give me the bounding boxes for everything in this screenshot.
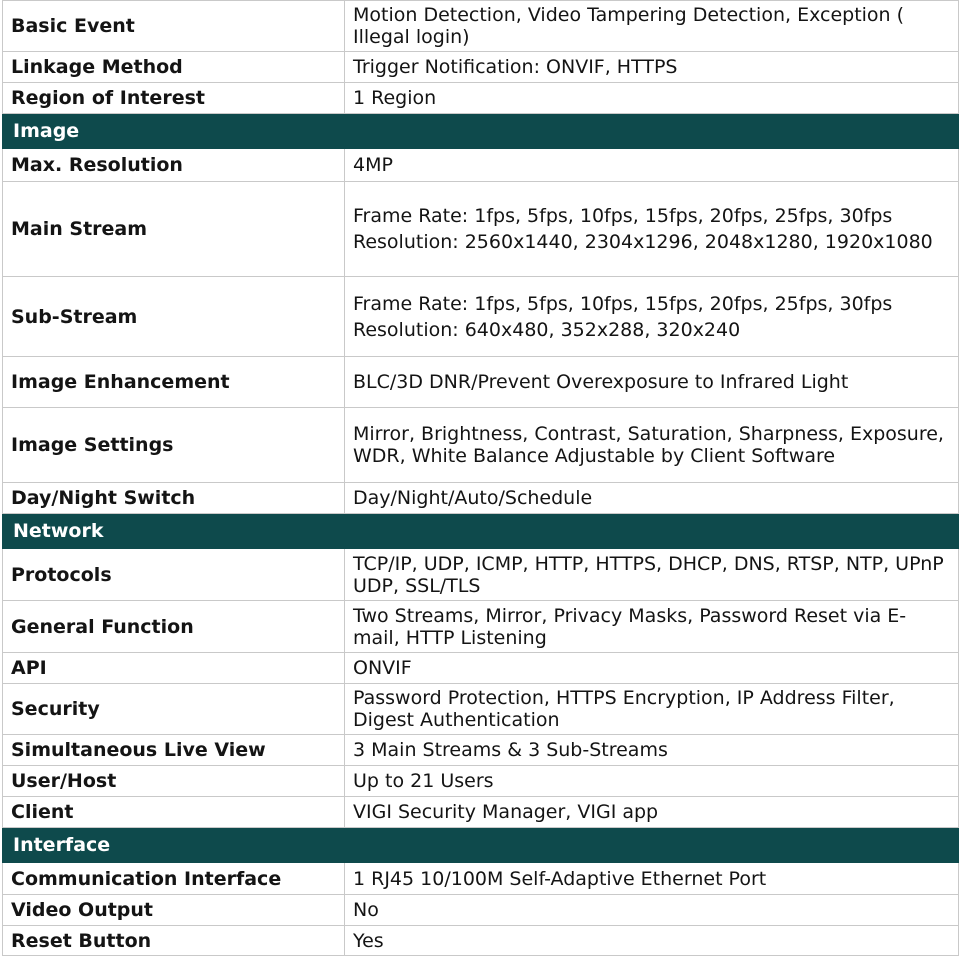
spec-row-simultaneous-live-view	[3, 735, 959, 766]
spec-label: Security	[3, 684, 345, 735]
spec-row-video-output	[3, 895, 959, 926]
spec-label: General Function	[3, 601, 345, 653]
spec-value-line: TCP/IP, UDP, ICMP, HTTP, HTTPS, DHCP, DNS, RTSP, NTP, UPnP UDP, SSL/TLS	[353, 552, 944, 597]
spec-label: Video Output	[3, 895, 345, 926]
spec-row-security	[3, 684, 959, 735]
spec-value-line: Yes	[353, 929, 384, 952]
spec-label: Client	[3, 797, 345, 828]
spec-value-line: Frame Rate: 1fps, 5fps, 10fps, 15fps, 20fps, 25fps, 30fps	[353, 205, 893, 227]
section-header-network	[3, 514, 959, 549]
spec-label: Day/Night Switch	[3, 483, 345, 514]
spec-value-line: BLC/3D DNR/Prevent Overexposure to Infrared Light	[353, 371, 849, 393]
spec-value-line: Trigger Notification: ONVIF, HTTPS	[353, 56, 678, 78]
spec-value-line: Mirror, Brightness, Contrast, Saturation, Sharpness, Exposure, WDR, White Balance Adjustable by Client Software	[353, 423, 944, 467]
spec-value-line: Two Streams, Mirror, Privacy Masks, Password Reset via E-mail, HTTP Listening	[353, 604, 907, 649]
spec-label: Image Settings	[3, 408, 345, 483]
spec-value-line: 3 Main Streams & 3 Sub-Streams	[353, 739, 668, 761]
section-title: Network	[3, 514, 959, 549]
spec-row-client	[3, 797, 959, 828]
spec-label: Image Enhancement	[3, 357, 345, 408]
spec-value	[345, 549, 959, 601]
spec-value-line: VIGI Security Manager, VIGI app	[353, 801, 659, 823]
spec-row-communication-interface	[3, 863, 959, 895]
spec-table-body	[3, 1, 959, 956]
spec-row-image-settings	[3, 408, 959, 483]
spec-value	[345, 52, 959, 83]
spec-value-line: No	[353, 899, 379, 921]
spec-row-api	[3, 653, 959, 684]
spec-row-main-stream	[3, 182, 959, 277]
spec-row-max-resolution	[3, 149, 959, 182]
spec-row-region-of-interest	[3, 83, 959, 114]
spec-value-line: Motion Detection, Video Tampering Detection, Exception ( Illegal login)	[353, 4, 905, 48]
spec-label: Communication Interface	[3, 863, 345, 895]
spec-row-day-night-switch	[3, 483, 959, 514]
spec-row-reset-button	[3, 926, 959, 956]
spec-value	[345, 735, 959, 766]
spec-value-line: Day/Night/Auto/Schedule	[353, 487, 593, 509]
spec-row-image-enhancement	[3, 357, 959, 408]
spec-label: Simultaneous Live View	[3, 735, 345, 766]
spec-label: Sub-Stream	[3, 277, 345, 357]
spec-value-line: ONVIF	[353, 657, 412, 679]
spec-label: Main Stream	[3, 182, 345, 277]
spec-label: Basic Event	[3, 1, 345, 52]
spec-value	[345, 182, 959, 277]
spec-value-line: Up to 21 Users	[353, 770, 494, 792]
spec-value	[345, 483, 959, 514]
spec-label: API	[3, 653, 345, 684]
spec-value	[345, 277, 959, 357]
spec-row-protocols	[3, 549, 959, 601]
spec-table	[2, 0, 959, 956]
spec-value	[345, 797, 959, 828]
spec-row-sub-stream	[3, 277, 959, 357]
spec-value	[345, 653, 959, 684]
spec-value	[345, 895, 959, 926]
spec-value	[345, 601, 959, 653]
spec-value	[345, 149, 959, 182]
spec-value	[345, 357, 959, 408]
spec-row-basic-event	[3, 1, 959, 52]
section-title: Image	[3, 114, 959, 149]
spec-value-line: 1 Region	[353, 87, 437, 109]
section-title: Interface	[3, 828, 959, 863]
spec-value-line: Resolution: 2560x1440, 2304x1296, 2048x1280, 1920x1080	[353, 231, 933, 253]
spec-value	[345, 684, 959, 735]
spec-value	[345, 863, 959, 895]
spec-label: Linkage Method	[3, 52, 345, 83]
spec-value-line: Password Protection, HTTPS Encryption, IP Address Filter, Digest Authentication	[353, 687, 895, 731]
spec-label: Region of Interest	[3, 83, 345, 114]
section-header-interface	[3, 828, 959, 863]
spec-label: Protocols	[3, 549, 345, 601]
section-header-image	[3, 114, 959, 149]
spec-value-line: 4MP	[353, 154, 393, 176]
spec-row-general-function	[3, 601, 959, 653]
spec-label: User/Host	[3, 766, 345, 797]
spec-value-line: Frame Rate: 1fps, 5fps, 10fps, 15fps, 20fps, 25fps, 30fps	[353, 292, 893, 315]
spec-value	[345, 766, 959, 797]
spec-value	[345, 408, 959, 483]
spec-value	[345, 83, 959, 114]
spec-label: Max. Resolution	[3, 149, 345, 182]
spec-value	[345, 1, 959, 52]
spec-row-user-host	[3, 766, 959, 797]
spec-value-line: Resolution: 640x480, 352x288, 320x240	[353, 318, 741, 341]
spec-value	[345, 926, 959, 956]
spec-row-linkage-method	[3, 52, 959, 83]
spec-value-line: 1 RJ45 10/100M Self-Adaptive Ethernet Port	[353, 867, 767, 890]
spec-label: Reset Button	[3, 926, 345, 956]
